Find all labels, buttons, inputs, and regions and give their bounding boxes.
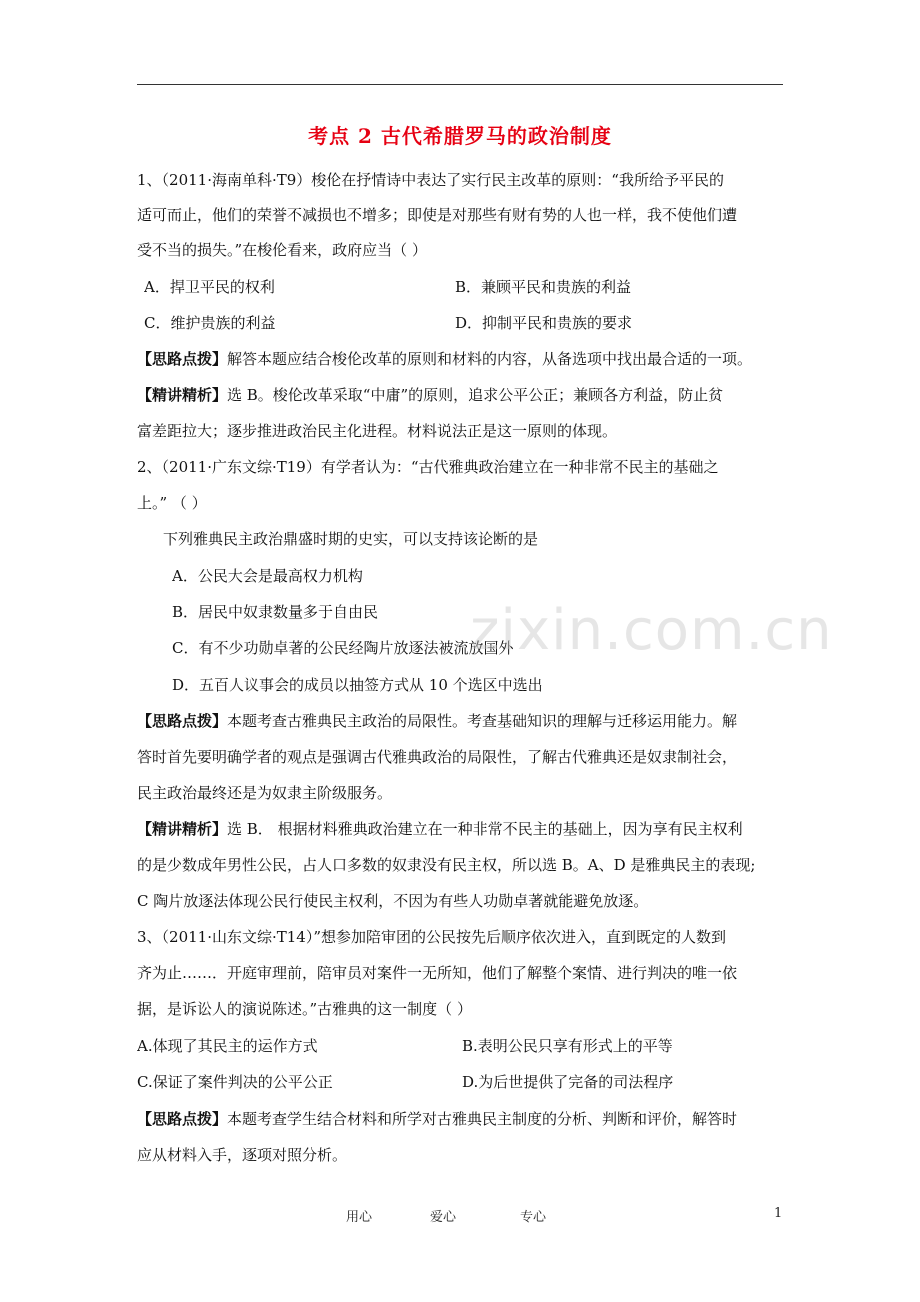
q3-hint-line: 应从材料入手，逐项对照分析。 xyxy=(137,1146,348,1164)
q2-sub-question: 下列雅典民主政治鼎盛时期的史实，可以支持该论断的是 xyxy=(163,530,539,548)
watermark: zixin.com.cn xyxy=(470,598,833,663)
q1-option-b: B．兼顾平民和贵族的利益 xyxy=(455,278,632,296)
q1-option-a: A．捍卫平民的权利 xyxy=(144,278,275,296)
q2-option-c: C．有不少功勋卓著的公民经陶片放逐法被流放国外 xyxy=(172,639,514,657)
q3-hint xyxy=(137,1109,783,1129)
footer-text: 专心 xyxy=(520,1210,547,1225)
q3-stem-line: 据，是诉讼人的演说陈述。”古雅典的这一制度（ ） xyxy=(137,1000,472,1018)
analysis-text: 选 B． 根据材料雅典政治建立在一种非常不民主的基础上，因为享有民主权利 xyxy=(227,820,743,838)
q3-option-b: B.表明公民只享有形式上的平等 xyxy=(462,1037,673,1055)
analysis-text: 选 B。梭伦改革采取“中庸”的原则，追求公平公正；兼顾各方利益，防止贫 xyxy=(227,386,724,404)
footer-text: 用心 xyxy=(346,1210,373,1225)
q1-stem-line: 适可而止，他们的荣誉不减损也不增多；即使是对那些有财有势的人也一样，我不使他们遭 xyxy=(137,206,738,224)
hint-text: 本题考查学生结合材料和所学对古雅典民主制度的分析、判断和评价，解答时 xyxy=(227,1110,738,1128)
q3-option-d: D.为后世提供了完备的司法程序 xyxy=(462,1073,674,1091)
q2-hint-line: 答时首先要明确学者的观点是强调古代雅典政治的局限性，了解古代雅典还是奴隶制社会， xyxy=(137,748,738,766)
q2-analysis-line: C 陶片放逐法体现公民行使民主权利，不因为有些人功勋卓著就能避免放逐。 xyxy=(137,892,649,910)
q3-stem-line: 齐为止……．开庭审理前，陪审员对案件一无所知，他们了解整个案情、进行判决的唯一依 xyxy=(137,964,738,982)
q1-option-c: C．维护贵族的利益 xyxy=(144,314,276,332)
q1-option-d: D．抑制平民和贵族的要求 xyxy=(455,314,633,332)
page-title: 考点 2 古代希腊罗马的政治制度 xyxy=(308,124,612,148)
q2-option-d: D．五百人议事会的成员以抽签方式从 10 个选区中选出 xyxy=(172,676,543,694)
header-rule xyxy=(137,84,783,85)
q3-stem-line: 3、（2011·山东文综·T14）”想参加陪审团的公民按先后顺序依次进入，直到既定的人数到 xyxy=(137,928,727,946)
q2-stem-line: 上。” （ ） xyxy=(137,494,207,512)
q1-analysis xyxy=(137,385,783,405)
analysis-label: 【精讲精析】 xyxy=(137,386,228,404)
q1-stem-line: 1、（2011·海南单科·T9）梭伦在抒情诗中表达了实行民主改革的原则：“我所给予平民的 xyxy=(137,171,724,189)
q2-analysis xyxy=(137,819,783,839)
hint-text: 解答本题应结合梭伦改革的原则和材料的内容，从备选项中找出最合适的一项。 xyxy=(227,350,753,368)
hint-text: 本题考查古雅典民主政治的局限性。考查基础知识的理解与迁移运用能力。解 xyxy=(227,712,738,730)
hint-label: 【思路点拨】 xyxy=(137,350,228,368)
analysis-label: 【精讲精析】 xyxy=(137,820,228,838)
footer-text: 爱心 xyxy=(430,1210,457,1225)
q2-stem-line: 2、（2011·广东文综·T19）有学者认为：“古代雅典政治建立在一种非常不民主的基础之 xyxy=(137,458,719,476)
q1-stem-line: 受不当的损失。”在梭伦看来，政府应当（ ） xyxy=(137,241,427,259)
q2-option-a: A．公民大会是最高权力机构 xyxy=(172,567,363,585)
q1-analysis-line: 富差距拉大；逐步推进政治民主化进程。材料说法正是这一原则的体现。 xyxy=(137,422,618,440)
q1-hint xyxy=(137,349,783,369)
q2-option-b: B．居民中奴隶数量多于自由民 xyxy=(172,603,379,621)
q3-option-c: C.保证了案件判决的公平公正 xyxy=(137,1073,333,1091)
hint-label: 【思路点拨】 xyxy=(137,712,228,730)
q3-option-a: A.体现了其民主的运作方式 xyxy=(137,1037,318,1055)
q2-hint xyxy=(137,711,783,731)
q2-analysis-line: 的是少数成年男性公民，占人口多数的奴隶没有民主权，所以选 B。A、D 是雅典民主的表现; xyxy=(137,856,756,874)
page-number: 1 xyxy=(774,1206,783,1221)
hint-label: 【思路点拨】 xyxy=(137,1110,228,1128)
q2-hint-line: 民主政治最终还是为奴隶主阶级服务。 xyxy=(137,784,393,802)
